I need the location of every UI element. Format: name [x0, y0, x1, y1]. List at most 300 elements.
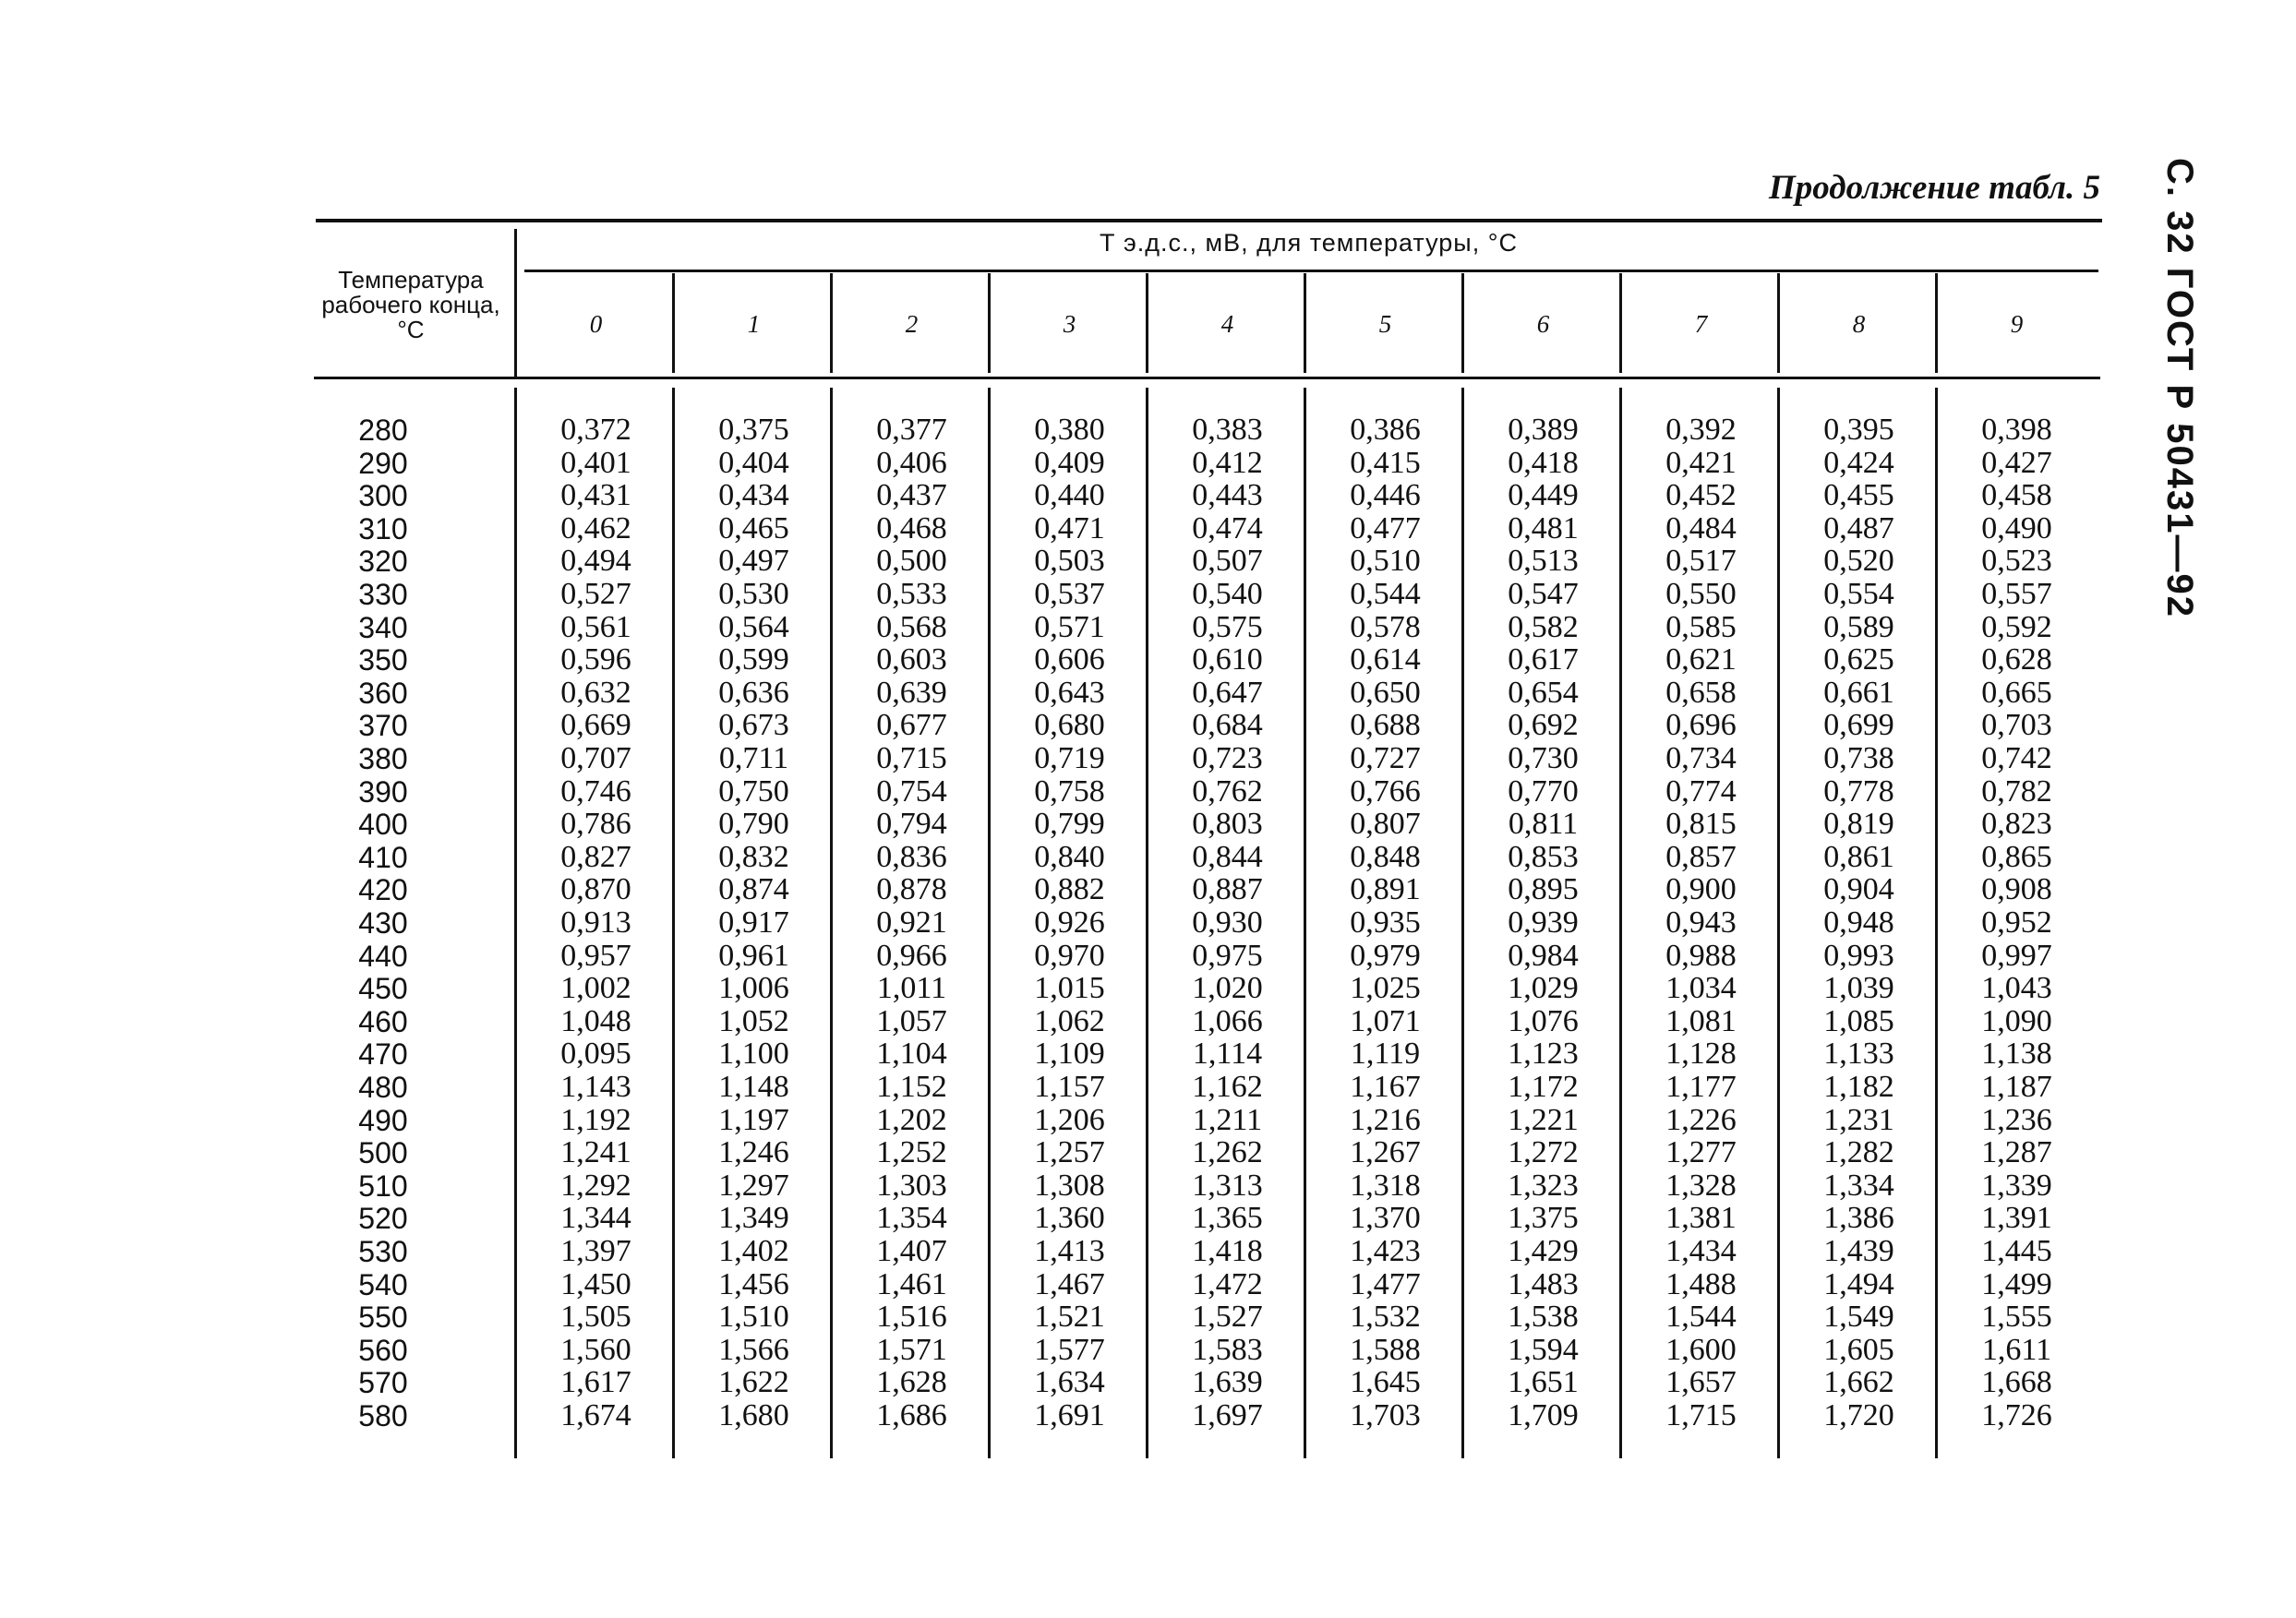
table-cell: 1,386	[1823, 1201, 1894, 1236]
table-cell: 1,292	[560, 1168, 631, 1203]
table-cell: 0,375	[718, 413, 789, 447]
table-cell: 0,471	[1034, 510, 1105, 545]
table-cell: 0,823	[1981, 807, 2052, 842]
table-cell: 0,481	[1508, 510, 1579, 545]
table-cell: 1,236	[1981, 1102, 2052, 1137]
table-cell: 0,979	[1350, 938, 1421, 973]
table-cell: 0,575	[1192, 609, 1263, 644]
table-cell: 1,226	[1665, 1102, 1737, 1137]
table-cell: 0,746	[560, 773, 631, 809]
table-cell: 0,650	[1350, 675, 1421, 710]
table-cell: 0,719	[1034, 741, 1105, 775]
table-cell: 0,377	[876, 413, 947, 447]
table-cell: 1,216	[1350, 1102, 1421, 1137]
table-cell: 0,550	[1665, 577, 1737, 611]
header-divider-rule	[524, 270, 2098, 272]
table-top-rule	[316, 219, 2102, 222]
table-cell: 0,424	[1823, 445, 1894, 480]
table-cell: 0,386	[1350, 413, 1421, 447]
table-cell: 0,665	[1981, 675, 2052, 710]
table-cell: 1,571	[876, 1332, 947, 1367]
table-cell: 0,703	[1981, 708, 2052, 743]
table-cell: 0,861	[1823, 839, 1894, 874]
table-cell: 1,081	[1665, 1003, 1737, 1038]
table-cell: 0,774	[1665, 773, 1737, 809]
table-cell: 0,815	[1665, 807, 1737, 842]
row-temperature: 440	[358, 939, 408, 973]
group-header: Т э.д.с., мВ, для температуры, °С	[1099, 229, 1519, 257]
table-cell: 0,913	[560, 905, 631, 940]
table-cell: 0,625	[1823, 642, 1894, 677]
table-cell: 1,246	[718, 1135, 789, 1170]
table-cell: 0,707	[560, 741, 631, 775]
table-cell: 0,782	[1981, 773, 2052, 809]
page-label	[2151, 157, 2206, 618]
row-temperature: 420	[358, 873, 408, 907]
table-cell: 0,794	[876, 807, 947, 842]
table-cell: 1,349	[718, 1201, 789, 1236]
table-cell: 0,452	[1665, 478, 1737, 513]
table-cell: 1,516	[876, 1300, 947, 1335]
table-cell: 0,799	[1034, 807, 1105, 842]
column-heading: 2	[905, 310, 919, 338]
table-cell: 0,766	[1350, 773, 1421, 809]
table-cell: 0,832	[718, 839, 789, 874]
table-cell: 0,621	[1665, 642, 1737, 677]
table-cell: 0,497	[718, 544, 789, 579]
table-cell: 1,668	[1981, 1365, 2052, 1400]
table-cell: 0,754	[876, 773, 947, 809]
table-cell: 0,404	[718, 445, 789, 480]
table-cell: 0,943	[1665, 905, 1737, 940]
table-cell: 0,742	[1981, 741, 2052, 775]
table-cell: 0,723	[1192, 741, 1263, 775]
table-cell: 0,636	[718, 675, 789, 710]
row-temperature: 540	[358, 1267, 408, 1301]
table-cell: 0,494	[560, 544, 631, 579]
table-cell: 0,389	[1508, 413, 1579, 447]
table-cell: 1,334	[1823, 1168, 1894, 1203]
row-temperature: 560	[358, 1333, 408, 1367]
table-cell: 1,090	[1981, 1003, 2052, 1038]
table-cell: 0,878	[876, 872, 947, 907]
table-cell: 1,167	[1350, 1070, 1421, 1104]
table-cell: 1,267	[1350, 1135, 1421, 1170]
table-cell: 0,487	[1823, 510, 1894, 545]
table-cell: 0,904	[1823, 872, 1894, 907]
table-cell: 0,758	[1034, 773, 1105, 809]
table-cell: 0,628	[1981, 642, 2052, 677]
table-cell: 1,467	[1034, 1266, 1105, 1301]
row-temperature: 280	[358, 413, 408, 447]
table-cell: 0,711	[718, 741, 789, 775]
row-temperature: 520	[358, 1202, 408, 1236]
table-cell: 0,734	[1665, 741, 1737, 775]
table-cell: 1,365	[1192, 1201, 1263, 1236]
table-cell: 0,926	[1034, 905, 1105, 940]
table-cell: 1,339	[1981, 1168, 2052, 1203]
table-cell: 0,961	[718, 938, 789, 973]
table-cell: 1,521	[1034, 1300, 1105, 1335]
table-cell: 0,547	[1508, 577, 1579, 611]
table-cell: 0,870	[560, 872, 631, 907]
table-cell: 1,162	[1192, 1070, 1263, 1104]
table-cell: 1,674	[560, 1398, 631, 1432]
table-cell: 1,172	[1508, 1070, 1579, 1104]
table-cell: 1,241	[560, 1135, 631, 1170]
table-cell: 0,895	[1508, 872, 1579, 907]
row-temperature: 550	[358, 1300, 408, 1335]
table-cell: 1,600	[1665, 1332, 1737, 1367]
table-cell: 0,474	[1192, 510, 1263, 545]
table-cell: 0,484	[1665, 510, 1737, 545]
column-heading: 8	[1852, 310, 1866, 338]
table-cell: 0,957	[560, 938, 631, 973]
row-temperature: 430	[358, 906, 408, 940]
table-cell: 0,984	[1508, 938, 1579, 973]
row-temperature: 340	[358, 610, 408, 644]
table-cell: 0,398	[1981, 413, 2052, 447]
table-cell: 1,231	[1823, 1102, 1894, 1137]
table-cell: 0,762	[1192, 773, 1263, 809]
table-cell: 0,443	[1192, 478, 1263, 513]
table-cell: 1,197	[718, 1102, 789, 1137]
table-cell: 0,730	[1508, 741, 1579, 775]
table-cell: 0,673	[718, 708, 789, 743]
table-cell: 0,418	[1508, 445, 1579, 480]
row-temperature: 360	[358, 676, 408, 710]
table-cell: 1,549	[1823, 1300, 1894, 1335]
table-cell: 0,557	[1981, 577, 2052, 611]
table-cell: 1,617	[560, 1365, 631, 1400]
table-cell: 0,568	[876, 609, 947, 644]
table-cell: 1,391	[1981, 1201, 2052, 1236]
table-cell: 0,887	[1192, 872, 1263, 907]
table-cell: 0,513	[1508, 544, 1579, 579]
table-cell: 0,544	[1350, 577, 1421, 611]
table-cell: 1,177	[1665, 1070, 1737, 1104]
table-cell: 1,282	[1823, 1135, 1894, 1170]
table-cell: 1,262	[1192, 1135, 1263, 1170]
table-cell: 1,488	[1665, 1266, 1737, 1301]
table-cell: 0,882	[1034, 872, 1105, 907]
table-cell: 1,588	[1350, 1332, 1421, 1367]
table-cell: 1,477	[1350, 1266, 1421, 1301]
table-cell: 0,727	[1350, 741, 1421, 775]
table-cell: 1,287	[1981, 1135, 2052, 1170]
row-temperature: 330	[358, 578, 408, 611]
table-cell: 1,277	[1665, 1135, 1737, 1170]
table-cell: 1,611	[1981, 1332, 2052, 1367]
table-cell: 1,323	[1508, 1168, 1579, 1203]
table-cell: 0,500	[876, 544, 947, 579]
table-cell: 1,397	[560, 1234, 631, 1268]
table-cell: 1,461	[876, 1266, 947, 1301]
table-cell: 1,483	[1508, 1266, 1579, 1301]
row-temperature: 370	[358, 709, 408, 743]
table-cell: 1,062	[1034, 1003, 1105, 1038]
table-cell: 0,908	[1981, 872, 2052, 907]
table-cell: 0,669	[560, 708, 631, 743]
table-cell: 0,449	[1508, 478, 1579, 513]
table-cell: 1,577	[1034, 1332, 1105, 1367]
row-temperature: 350	[358, 643, 408, 677]
table-cell: 0,696	[1665, 708, 1737, 743]
table-cell: 0,865	[1981, 839, 2052, 874]
row-temperature: 470	[358, 1037, 408, 1072]
table-cell: 1,657	[1665, 1365, 1737, 1400]
table-cell: 0,533	[876, 577, 947, 611]
table-cell: 1,202	[876, 1102, 947, 1137]
table-cell: 0,803	[1192, 807, 1263, 842]
table-cell: 1,407	[876, 1234, 947, 1268]
table-cell: 0,540	[1192, 577, 1263, 611]
table-cell: 1,709	[1508, 1398, 1579, 1432]
table-cell: 0,786	[560, 807, 631, 842]
table-cell: 1,402	[718, 1234, 789, 1268]
column-separator	[514, 229, 517, 378]
table-cell: 1,109	[1034, 1037, 1105, 1072]
table-cell: 1,052	[718, 1003, 789, 1038]
table-cell: 1,133	[1823, 1037, 1894, 1072]
table-cell: 1,313	[1192, 1168, 1263, 1203]
table-cell: 1,002	[560, 971, 631, 1006]
table-cell: 1,297	[718, 1168, 789, 1203]
table-cell: 0,468	[876, 510, 947, 545]
table-cell: 0,599	[718, 642, 789, 677]
column-heading: 3	[1063, 310, 1076, 338]
table-cell: 0,952	[1981, 905, 2052, 940]
table-cell: 0,639	[876, 675, 947, 710]
table-cell: 0,523	[1981, 544, 2052, 579]
table-cell: 0,434	[718, 478, 789, 513]
table-cell: 1,152	[876, 1070, 947, 1104]
row-temperature: 400	[358, 808, 408, 842]
table-cell: 0,462	[560, 510, 631, 545]
table-cell: 0,988	[1665, 938, 1737, 973]
column-heading: 9	[2010, 310, 2024, 338]
table-cell: 0,440	[1034, 478, 1105, 513]
table-cell: 1,344	[560, 1201, 631, 1236]
row-temperature: 530	[358, 1235, 408, 1268]
column-heading: 7	[1694, 310, 1708, 338]
table-cell: 1,057	[876, 1003, 947, 1038]
table-cell: 0,582	[1508, 609, 1579, 644]
table-cell: 1,639	[1192, 1365, 1263, 1400]
table-cell: 1,370	[1350, 1201, 1421, 1236]
table-cell: 0,530	[718, 577, 789, 611]
column-heading: 6	[1536, 310, 1550, 338]
table-cell: 1,039	[1823, 971, 1894, 1006]
row-temperature: 310	[358, 511, 408, 545]
table-cell: 0,596	[560, 642, 631, 677]
table-cell: 1,381	[1665, 1201, 1737, 1236]
table-cell: 1,071	[1350, 1003, 1421, 1038]
table-cell: 0,606	[1034, 642, 1105, 677]
table-cell: 0,406	[876, 445, 947, 480]
table-cell: 1,429	[1508, 1234, 1579, 1268]
table-cell: 0,578	[1350, 609, 1421, 644]
page-label-text: С. 32 ГОСТ Р 50431—92	[2158, 157, 2200, 618]
table-cell: 1,697	[1192, 1398, 1263, 1432]
table-cell: 1,538	[1508, 1300, 1579, 1335]
table-cell: 1,148	[718, 1070, 789, 1104]
column-heading: 1	[747, 310, 761, 338]
table-cell: 0,446	[1350, 478, 1421, 513]
table-cell: 1,211	[1192, 1102, 1263, 1137]
table-cell: 0,437	[876, 478, 947, 513]
table-cell: 1,048	[560, 1003, 631, 1038]
table-cell: 1,043	[1981, 971, 2052, 1006]
table-cell: 0,537	[1034, 577, 1105, 611]
table-cell: 0,970	[1034, 938, 1105, 973]
table-cell: 0,853	[1508, 839, 1579, 874]
table-cell: 1,532	[1350, 1300, 1421, 1335]
table-cell: 0,857	[1665, 839, 1737, 874]
table-cell: 1,034	[1665, 971, 1737, 1006]
table-cell: 1,628	[876, 1365, 947, 1400]
row-temperature: 300	[358, 479, 408, 513]
table-cell: 0,750	[718, 773, 789, 809]
table-cell: 0,840	[1034, 839, 1105, 874]
table-cell: 0,930	[1192, 905, 1263, 940]
table-cell: 1,066	[1192, 1003, 1263, 1038]
table-cell: 0,392	[1665, 413, 1737, 447]
table-cell: 0,490	[1981, 510, 2052, 545]
table-cell: 1,303	[876, 1168, 947, 1203]
table-cell: 0,510	[1350, 544, 1421, 579]
table-cell: 0,692	[1508, 708, 1579, 743]
table-cell: 0,643	[1034, 675, 1105, 710]
table-cell: 1,686	[876, 1398, 947, 1432]
row-header: Температура рабочего конца, °С	[321, 266, 500, 343]
table-cell: 0,738	[1823, 741, 1894, 775]
table-cell: 0,677	[876, 708, 947, 743]
table-cell: 1,354	[876, 1201, 947, 1236]
table-cell: 1,456	[718, 1266, 789, 1301]
table-cell: 1,560	[560, 1332, 631, 1367]
table-cell: 0,585	[1665, 609, 1737, 644]
row-temperature: 390	[358, 774, 408, 809]
table-cell: 0,421	[1665, 445, 1737, 480]
table-cell: 1,257	[1034, 1135, 1105, 1170]
table-cell: 1,651	[1508, 1365, 1579, 1400]
table-cell: 1,138	[1981, 1037, 2052, 1072]
table-cell: 0,503	[1034, 544, 1105, 579]
table-cell: 0,415	[1350, 445, 1421, 480]
row-temperature: 410	[358, 840, 408, 874]
table-cell: 0,715	[876, 741, 947, 775]
table-cell: 1,434	[1665, 1234, 1737, 1268]
table-cell: 1,328	[1665, 1168, 1737, 1203]
table-cell: 1,566	[718, 1332, 789, 1367]
table-cell: 0,372	[560, 413, 631, 447]
table-cell: 1,192	[560, 1102, 631, 1137]
table-cell: 0,874	[718, 872, 789, 907]
table-cell: 1,720	[1823, 1398, 1894, 1432]
table-cell: 0,554	[1823, 577, 1894, 611]
table-cell: 0,427	[1981, 445, 2052, 480]
table-cell: 1,119	[1350, 1037, 1421, 1072]
row-temperature: 570	[358, 1366, 408, 1400]
table-cell: 1,703	[1350, 1398, 1421, 1432]
table-cell: 1,662	[1823, 1365, 1894, 1400]
table-cell: 0,617	[1508, 642, 1579, 677]
table-cell: 1,029	[1508, 971, 1579, 1006]
table-cell: 0,465	[718, 510, 789, 545]
table-cell: 0,654	[1508, 675, 1579, 710]
table-cell: 1,104	[876, 1037, 947, 1072]
table-cell: 0,603	[876, 642, 947, 677]
table-cell: 0,589	[1823, 609, 1894, 644]
table-cell: 1,594	[1508, 1332, 1579, 1367]
table-cell: 1,499	[1981, 1266, 2052, 1301]
table-cell: 0,520	[1823, 544, 1894, 579]
table-cell: 1,634	[1034, 1365, 1105, 1400]
table-caption: Продолжение табл. 5	[1769, 169, 2100, 207]
table-cell: 0,412	[1192, 445, 1263, 480]
table-cell: 0,592	[1981, 609, 2052, 644]
table-cell: 1,206	[1034, 1102, 1105, 1137]
row-temperature: 510	[358, 1169, 408, 1203]
table-cell: 1,605	[1823, 1332, 1894, 1367]
table-cell: 1,011	[876, 971, 947, 1006]
table-cell: 0,383	[1192, 413, 1263, 447]
column-heading: 4	[1220, 310, 1234, 338]
table-cell: 0,431	[560, 478, 631, 513]
table-cell: 0,571	[1034, 609, 1105, 644]
table-cell: 0,975	[1192, 938, 1263, 973]
table-cell: 1,187	[1981, 1070, 2052, 1104]
table-cell: 0,477	[1350, 510, 1421, 545]
table-cell: 0,848	[1350, 839, 1421, 874]
row-temperature: 480	[358, 1071, 408, 1104]
table-cell: 1,544	[1665, 1300, 1737, 1335]
table-cell: 0,647	[1192, 675, 1263, 710]
table-cell: 1,494	[1823, 1266, 1894, 1301]
table-cell: 0,921	[876, 905, 947, 940]
table-cell: 1,715	[1665, 1398, 1737, 1432]
table-cell: 1,527	[1192, 1300, 1263, 1335]
table-cell: 0,827	[560, 839, 631, 874]
table-cell: 1,622	[718, 1365, 789, 1400]
table-cell: 1,375	[1508, 1201, 1579, 1236]
table-cell: 0,993	[1823, 938, 1894, 973]
table-cell: 1,423	[1350, 1234, 1421, 1268]
table-cell: 0,561	[560, 609, 631, 644]
table-cell: 1,583	[1192, 1332, 1263, 1367]
table-cell: 0,610	[1192, 642, 1263, 677]
table-cell: 0,409	[1034, 445, 1105, 480]
table-cell: 0,948	[1823, 905, 1894, 940]
table-cell: 0,507	[1192, 544, 1263, 579]
table-cell: 0,395	[1823, 413, 1894, 447]
row-temperature: 450	[358, 972, 408, 1006]
table-cell: 0,684	[1192, 708, 1263, 743]
table-cell: 1,252	[876, 1135, 947, 1170]
table-cell: 0,517	[1665, 544, 1737, 579]
table-cell: 1,272	[1508, 1135, 1579, 1170]
table-cell: 1,076	[1508, 1003, 1579, 1038]
table-cell: 0,458	[1981, 478, 2052, 513]
row-temperature: 500	[358, 1136, 408, 1170]
table-cell: 1,472	[1192, 1266, 1263, 1301]
row-temperature: 320	[358, 545, 408, 579]
table-cell: 1,123	[1508, 1037, 1579, 1072]
table-cell: 0,966	[876, 938, 947, 973]
table-cell: 0,095	[560, 1037, 631, 1072]
table-cell: 1,182	[1823, 1070, 1894, 1104]
